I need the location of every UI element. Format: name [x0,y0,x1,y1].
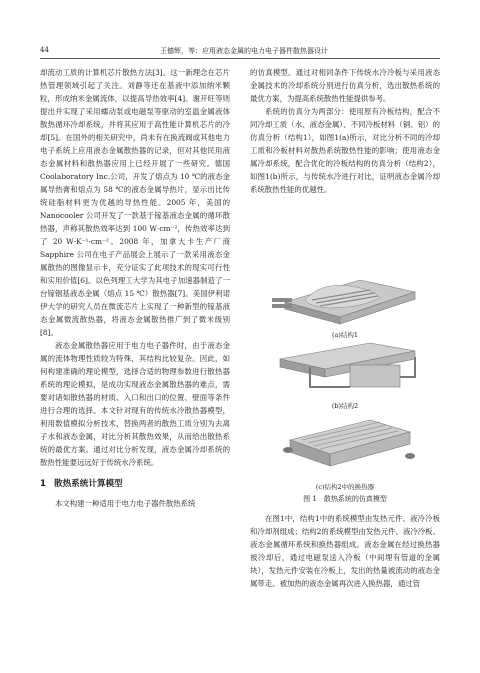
section-heading [40,478,230,491]
running-title: 王德辉，等：应用液态金属的电力电子器件散热器设计 [160,47,328,55]
figure-1b [250,337,440,410]
structure-1-model-image [250,262,440,328]
figure-1c [250,410,440,491]
left-column [40,66,230,510]
page-number: 44 [40,46,49,54]
right-column [250,66,440,196]
paragraph: 却流动工质的计算机芯片散热方法[3]。这一新理念在芯片热管理领域引起了关注。刘静等还在基液中添加纳米颗粒，形成纳米金属流体，以提高导热效率[4]。谢开旺等则提出并实现了采用蠕动泵或电磁泵等驱动的室温金属液体散热循环冷却系统，并将其应用于高性能计算机芯片的冷却[5]。在国外的相关研究中，尚未有在换流阀或其他电力电子系统上应用液态金属散热器的记录，但对其他民用液态金属材料和散热器应用上已经开展了一些研究。德国 Coolaboratory Inc.公司，开发了熔点为 10 ℃的液态金属导热膏和熔点为 58 ℃的液态金属导热片，显示出比传统硅脂材料更为优越的导热性能。2005 年，美国的 Nanocooler 公司开发了一款基于镓基液态金属的循环散热器，声称其散热效率达到 100 W·cm⁻²，传热效率达到了 20 W·K⁻¹·cm⁻²。2008 年，加拿大卡生产厂商 Sapphire 公司在电子产品展会上展示了一款采用液态金属散热的图像显示卡，充分证实了此项技术的现实可行性和实用价值[6]。以色列理工大学为其电子加速器制造了一台镓铟基液态金属（熔点 15 ℃）散热器[7]。美国伊利诺伊大学的研究人员在微流芯片上实现了一种新型的镓基液态金属微流散热器，将液态金属散热推广到了微米级别[8]。 [40,68,230,337]
subfigure-label: (a)结构1 [331,331,359,339]
paragraph: 本文构建一种适用于电力电子器件散热系统 [55,499,196,508]
subfigure-label: (c)结构2中的换热器 [315,483,375,491]
figure-1a [250,262,440,339]
section-title: 散热系统计算模型 [53,479,123,489]
paragraph: 的仿真模型。通过对相同条件下传统水冷冷板与采用液态金属技术的冷却系统分别进行仿真分析，选出散热系统的最优方案，为提高系统散热性能提供参考。 [250,68,440,103]
paragraph: 系统的仿真分为两部分：使用原有冷板结构，配合不同冷却工质（水、液态金属）、不同冷板材料（铜、铝）的仿真分析（结构1），如图1(a)所示，对比分析不同的冷却工质和冷板材料对散热系统散热性能的影响；使用液态金属冷却系统，配合优化的冷板结构的仿真分析（结构2），如图1(b)所示，与传统水冷进行对比，证明液态金属冷却系统散热性能的优越性。 [250,107,440,194]
right-column-bottom [250,512,440,590]
section-number: 1 [40,479,46,489]
subfigure-label: (b)结构2 [331,402,359,410]
running-header [40,44,440,59]
structure-2-model-image [250,337,440,399]
figure-caption: 图 1 散热系统的仿真模型 [303,495,387,503]
heat-exchanger-model-image [250,410,440,480]
paragraph: 液态金属散热器应用于电力电子器件时，由于液态金属的流体物理性质较为特殊，其结构比较复杂。因此，如何构建准确的理论模型，选择合适的物理参数进行散热器系统的理论模拟，是成功实现液态金属散热器的难点，需要对诸如散热器的材质、入口和出口的位置、壁面等条件进行合理的选择。本文针对现有的传统水冷散热器模型，利用数值模拟分析技术，替换两者的散热工质分别为去离子水和液态金属，对比分析其散热效果，从而给出散热系统的最优方案。通过对比分析发现，液态金属冷却系统的散热性能要远远好于传统水冷系统。 [40,341,230,467]
paragraph: 在图1中，结构1中的系统模型由发热元件、液冷冷板和冷却剂组成；结构2的系统模型由发热元件、液冷冷板、液态金属循环系统和换热器组成。液态金属在经过换热器被冷却后，通过电磁泵送入冷板（中间埋有管道的金属块），发热元件安装在冷板上，发出的热量被流动的液态金属带走。被加热的液态金属再次进入换热器，通过管 [250,514,440,588]
